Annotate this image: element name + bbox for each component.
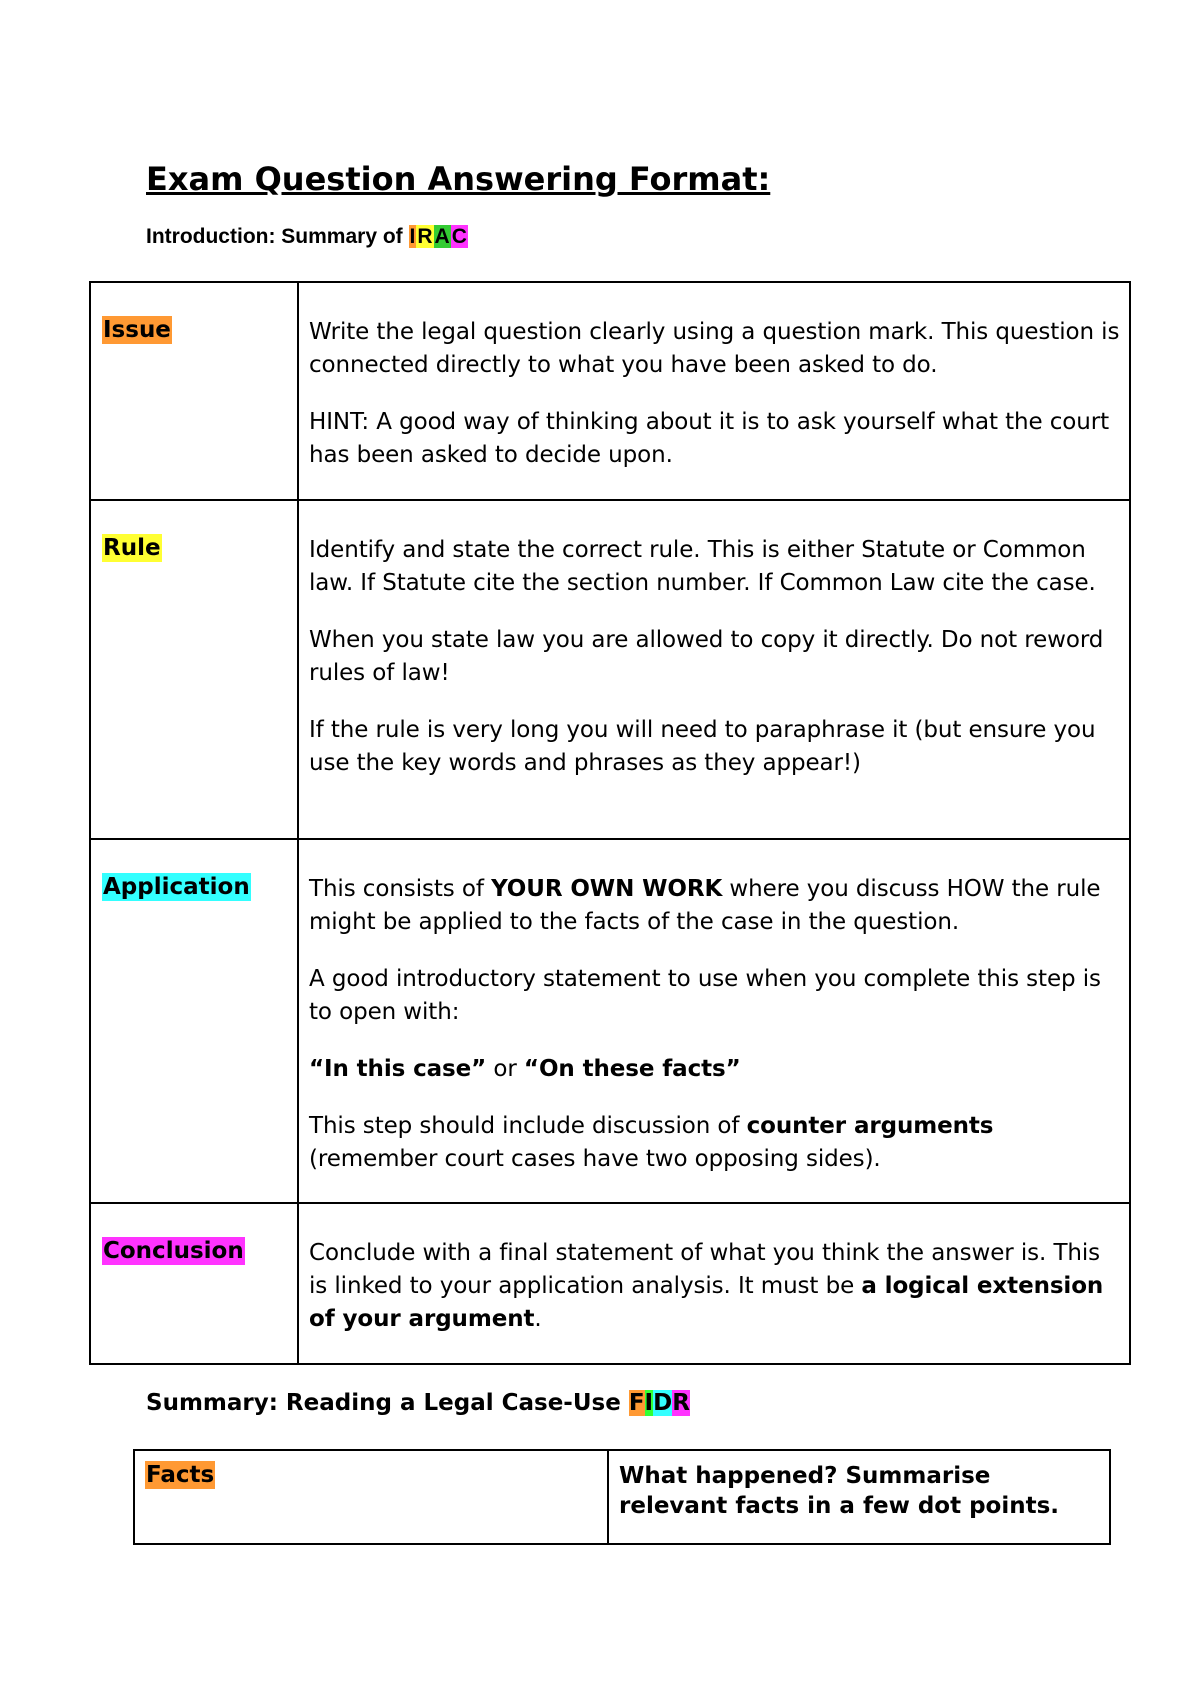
rule-text-1: Identify and state the correct rule. This is either Statute or Common law. If Statute cite the section number. If Common Law cite the case. — [309, 537, 1096, 596]
acronym-letter-f: F — [628, 1390, 645, 1416]
table-row-facts — [134, 1450, 1110, 1544]
irac-table — [89, 281, 1131, 1365]
intro-heading — [146, 225, 468, 249]
issue-text-2: HINT: A good way of thinking about it is to ask yourself what the court has been asked to decide upon. — [309, 409, 1110, 468]
fidr-heading — [146, 1390, 690, 1416]
issue-label: Issue — [103, 317, 171, 343]
rule-text-3: If the rule is very long you will need to paraphrase it (but ensure you use the key words and phrases as they appear!) — [309, 717, 1096, 776]
conclusion-body-cell — [298, 1203, 1130, 1364]
intro-prefix: Introduction: Summary of — [146, 225, 409, 248]
acronym-letter-i2: I — [644, 1390, 654, 1416]
acronym-letter-c: C — [451, 225, 467, 248]
fidr-table — [133, 1449, 1111, 1545]
issue-label-cell — [90, 282, 298, 500]
application-text-2: A good introductory statement to use when you complete this step is to open with: — [309, 966, 1101, 1025]
application-label-cell — [90, 839, 298, 1203]
rule-text-2: When you state law you are allowed to copy it directly. Do not reword rules of law! — [309, 627, 1104, 686]
table-row-conclusion — [90, 1203, 1130, 1364]
facts-label: Facts — [146, 1462, 215, 1488]
facts-desc-cell — [608, 1450, 1110, 1544]
table-row-rule — [90, 500, 1130, 839]
acronym-letter-r: R — [417, 225, 433, 248]
page-title: Exam Question Answering Format: — [146, 160, 771, 198]
rule-label-cell — [90, 500, 298, 839]
rule-label: Rule — [103, 535, 161, 561]
application-label: Application — [103, 874, 250, 900]
application-text-1: This consists of YOUR OWN WORK where you discuss HOW the rule might be applied to the facts of the case in the question. — [309, 876, 1101, 935]
issue-body-cell — [298, 282, 1130, 500]
application-body-cell — [298, 839, 1130, 1203]
acronym-letter-a: A — [434, 225, 450, 248]
acronym-letter-i: I — [409, 225, 416, 248]
table-row-issue — [90, 282, 1130, 500]
facts-description: What happened? Summarise relevant facts in a few dot points. — [619, 1463, 1060, 1519]
fidr-prefix: Summary: Reading a Legal Case-Use — [146, 1390, 629, 1416]
acronym-letter-d: D — [653, 1390, 673, 1416]
conclusion-label: Conclusion — [103, 1238, 244, 1264]
application-text-3: “In this case” or “On these facts” — [309, 1056, 741, 1082]
facts-label-cell — [134, 1450, 608, 1544]
acronym-letter-r2: R — [672, 1390, 690, 1416]
rule-body-cell — [298, 500, 1130, 839]
application-text-4: This step should include discussion of counter arguments (remember court cases have two opposing sides). — [309, 1113, 994, 1172]
conclusion-text-1: Conclude with a final statement of what you think the answer is. This is linked to your application analysis. It must be a logical extension of your argument. — [309, 1240, 1104, 1332]
conclusion-label-cell — [90, 1203, 298, 1364]
table-row-application — [90, 839, 1130, 1203]
issue-text-1: Write the legal question clearly using a question mark. This question is connected directly to what you have been asked to do. — [309, 319, 1120, 378]
